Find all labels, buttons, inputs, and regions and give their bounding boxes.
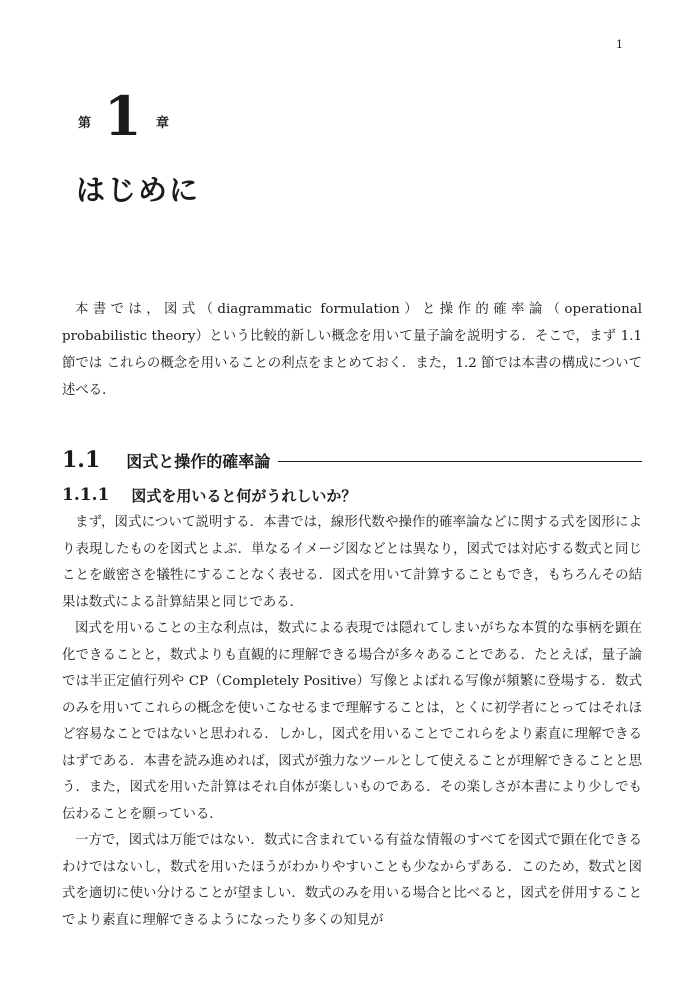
- chapter-prefix: 第: [78, 116, 92, 131]
- subsection-number: 1.1.1: [62, 485, 110, 505]
- body-paragraph: 図式を用いることの主な利点は，数式による表現では隠れてしまいがちな本質的な事柄を顕在化できることと，数式よりも直観的に理解できる場合が多々あることである．たとえば，量子論では半正定値行列や CP（Completely Positive）写像とよばれる写像が頻繁に登場する．数式のみを用いてこれらの概念を使いこなせるまで理解することは，とくに初学者にとってはそれほど容易なことではないと思われる．しかし，図式を用いることでこれらをより素直に理解できるはずである．本書を読み進めれば，図式が強力なツールとして使えることが理解できることと思う．また，図式を用いた計算はそれ自体が楽しいものである．その楽しさが本書により少しでも伝わることを願っている．: [62, 621, 642, 822]
- section-title: 図式と操作的確率論: [126, 451, 271, 471]
- page-number: 1: [616, 38, 623, 51]
- chapter-title: はじめに: [76, 173, 201, 207]
- subsection-title: 図式を用いると何がうれしいか？: [131, 486, 357, 505]
- body-text: [62, 510, 642, 934]
- body-paragraph: まず，図式について説明する．本書では，線形代数や操作的確率論などに関する式を図形により表現したものを図式とよぶ．単なるイメージ図などとは異なり，図式では対応する数式と同じことを厳密さを犠牲にすることなく表せる．図式を用いて計算することもでき，もちろんその結果は数式による計算結果と同じである．: [62, 515, 642, 610]
- intro-paragraph: 本書では，図式（diagrammatic formulation）と操作的確率論（operational probabilistic theory）という比較的新しい概念を用いて量子論を説明する．そこで，まず 1.1 節では これらの概念を用いることの利点をまとめておく．また，1.2 節では本書の構成について述べる．: [62, 302, 642, 398]
- chapter-heading: [74, 84, 374, 148]
- chapter-number: 1: [104, 84, 142, 148]
- subsection-heading: [62, 483, 642, 507]
- section-rule: [278, 461, 642, 462]
- chapter-suffix: 章: [156, 116, 170, 131]
- body-paragraph: 一方で，図式は万能ではない．数式に含まれている有益な情報のすべてを図式で顕在化できるわけではないし，数式を用いたほうがわかりやすいことも少なからずある．このため，数式と図式を適切に使い分けることが望ましい．数式のみを用いる場合と比べると，図式を併用することでより素直に理解できるようになったり多くの知見が: [62, 833, 642, 928]
- section-number: 1.1: [62, 447, 101, 473]
- section-heading: [62, 445, 642, 475]
